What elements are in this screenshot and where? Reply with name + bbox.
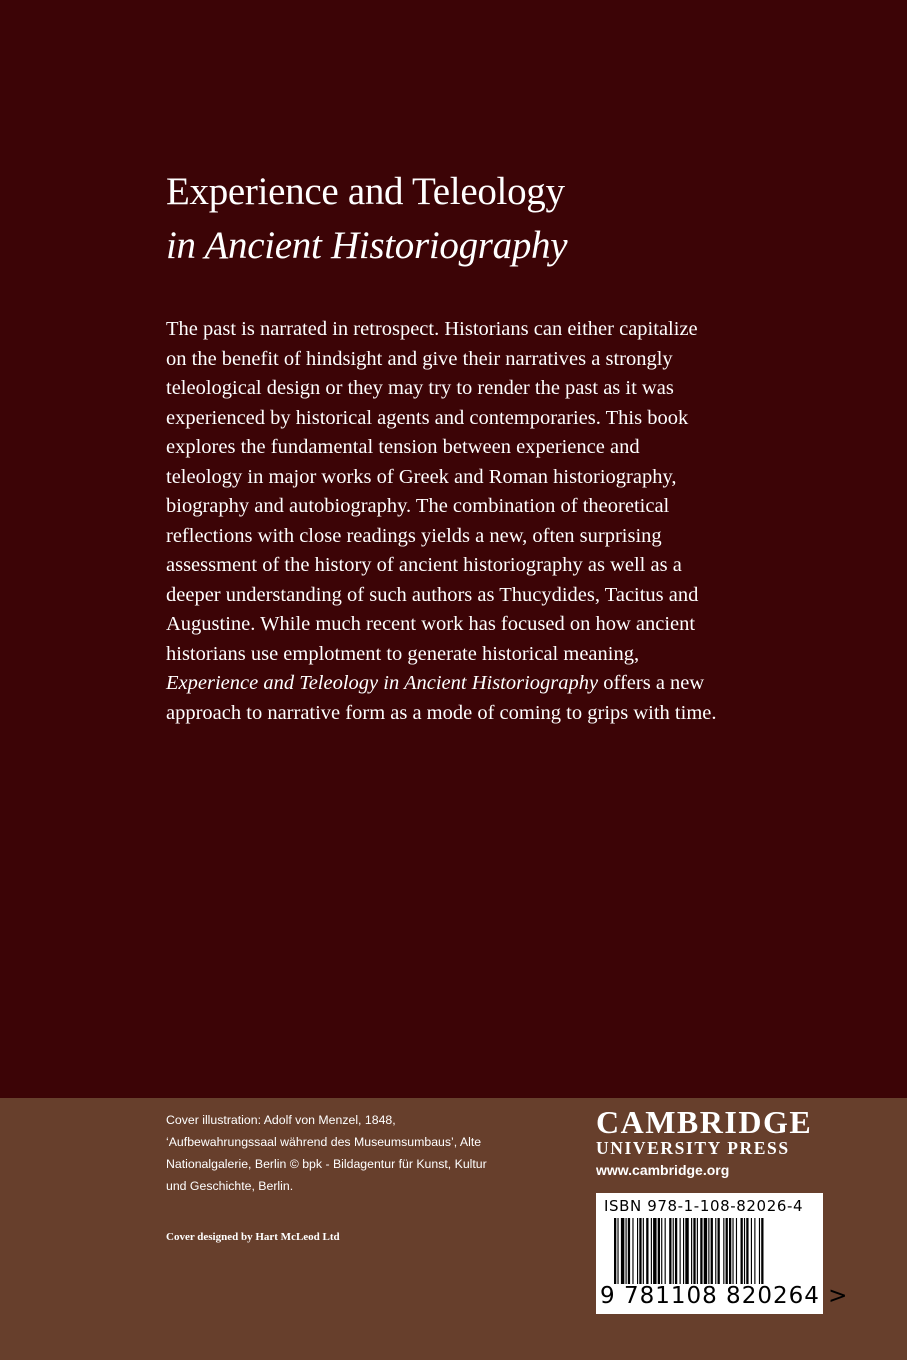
- barcode-panel: [596, 1193, 849, 1314]
- barcode-bar: [651, 1218, 652, 1284]
- blurb-line: historians use emplotment to generate historical meaning,: [166, 642, 640, 665]
- barcode-bar: [700, 1218, 702, 1284]
- barcode-bar: [639, 1218, 641, 1284]
- barcode-bar: [718, 1218, 720, 1284]
- isbn-label: ISBN 978-1-108-82026-4: [604, 1197, 804, 1215]
- publisher-url: www.cambridge.org: [596, 1162, 730, 1178]
- barcode-bar: [761, 1218, 763, 1284]
- blurb: [166, 315, 756, 728]
- credit-line: Cover illustration: Adolf von Menzel, 1848,: [166, 1113, 396, 1127]
- barcode-bar: [673, 1218, 674, 1284]
- publisher-subname: UNIVERSITY PRESS: [596, 1138, 790, 1158]
- blurb-line-with-title: [166, 669, 756, 699]
- barcode-bar: [685, 1218, 688, 1284]
- blurb-line: teleology in major works of Greek and Roman historiography,: [166, 465, 677, 488]
- barcode-bar: [751, 1218, 752, 1284]
- barcode-bar: [628, 1218, 630, 1284]
- barcode-bar: [669, 1218, 671, 1284]
- barcode-bar: [643, 1218, 644, 1284]
- book-title: Experience and Teleology: [166, 170, 565, 213]
- barcode-bar: [732, 1218, 733, 1284]
- barcode-bar: [637, 1218, 638, 1284]
- blurb-line: teleological design or they may try to render the past as it was: [166, 377, 674, 399]
- blurb-line: experienced by historical agents and contemporaries. This book: [166, 406, 689, 429]
- barcode-bar: [617, 1218, 618, 1284]
- barcode-bar: [729, 1218, 731, 1284]
- barcode-icon: [614, 1218, 810, 1284]
- barcode-bar: [653, 1218, 656, 1284]
- barcode-bar: [646, 1218, 648, 1284]
- blurb-line: Augustine. While much recent work has focused on how ancient: [166, 613, 696, 635]
- barcode-bar: [711, 1218, 713, 1284]
- barcode-bar: [665, 1218, 666, 1284]
- barcode-bar: [658, 1218, 660, 1284]
- barcode-bar: [614, 1218, 616, 1284]
- blurb-line: explores the fundamental tension between experience and: [166, 436, 640, 458]
- barcode-bar: [754, 1218, 755, 1284]
- barcode-bar: [736, 1218, 737, 1284]
- blurb-line: approach to narrative form as a mode of coming to grips with time.: [166, 701, 717, 724]
- barcode-bar: [759, 1218, 760, 1284]
- book-subtitle: in Ancient Historiography: [166, 224, 568, 267]
- barcode-bar: [726, 1218, 728, 1284]
- blurb-line: biography and autobiography. The combination of theoretical: [166, 495, 670, 517]
- barcode-bar: [661, 1218, 662, 1284]
- barcode-bar: [715, 1218, 716, 1284]
- barcode-bar: [697, 1218, 698, 1284]
- barcode-bar: [632, 1218, 633, 1284]
- blurb-line: reflections with close readings yields a new, often surprising: [166, 524, 662, 547]
- barcode-bar: [744, 1218, 745, 1284]
- cover-designer-credit: Cover designed by Hart McLeod Ltd: [166, 1231, 340, 1243]
- barcode-digits: 9 781108 820264 >: [600, 1283, 849, 1309]
- credit-line: ‘Aufbewahrungssaal während des Museumsumbaus’, Alte: [166, 1135, 482, 1149]
- blurb-line: deeper understanding of such authors as Thucydides, Tacitus and: [166, 583, 699, 606]
- barcode-bar: [683, 1218, 684, 1284]
- barcode-bar: [626, 1218, 627, 1284]
- cover-illustration-credit: [166, 1109, 566, 1197]
- barcode-bar: [691, 1218, 692, 1284]
- blurb-italic-title: Experience and Teleology in Ancient Historiography: [166, 672, 599, 694]
- blurb-line: assessment of the history of ancient historiography as well as a: [166, 554, 682, 576]
- barcode-bar: [621, 1218, 624, 1284]
- blurb-after-title: offers a new: [598, 672, 705, 694]
- barcode-bar: [704, 1218, 707, 1284]
- barcode-bar: [708, 1218, 709, 1284]
- barcode-bar: [746, 1218, 748, 1284]
- barcode-bar: [741, 1218, 743, 1284]
- publisher-logo: [596, 1104, 836, 1180]
- barcode-bar: [680, 1218, 681, 1284]
- blurb-line: on the benefit of hindsight and give their narratives a strongly: [166, 347, 673, 370]
- credit-line: Nationalgalerie, Berlin © bpk - Bildagentur für Kunst, Kultur: [166, 1157, 487, 1171]
- blurb-line: The past is narrated in retrospect. Historians can either capitalize: [166, 318, 698, 340]
- barcode-bar: [723, 1218, 724, 1284]
- barcode-bar: [675, 1218, 677, 1284]
- publisher-name: CAMBRIDGE: [596, 1104, 813, 1140]
- credit-line: und Geschichte, Berlin.: [166, 1179, 294, 1193]
- barcode-bar: [693, 1218, 695, 1284]
